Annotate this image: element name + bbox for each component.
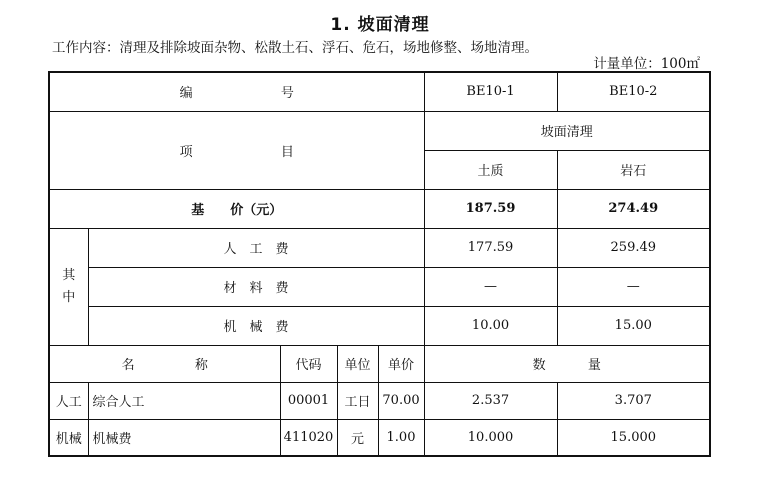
base-price-row	[49, 189, 710, 228]
base-price-1: 187.59	[424, 189, 557, 228]
base-price-label: 基 价（元）	[49, 189, 424, 228]
resource-header-row	[49, 345, 710, 382]
cost-row	[49, 267, 710, 306]
resource-unit: 工日	[337, 382, 378, 419]
cost-label: 材 料 费	[88, 267, 424, 306]
resource-quantity-1: 10.000	[424, 419, 557, 456]
code-cell-1: BE10-1	[424, 72, 557, 111]
resource-category: 人工	[49, 382, 88, 419]
quantity-header-cell	[424, 345, 710, 382]
resource-code: 411020	[280, 419, 337, 456]
cost-value-1: 10.00	[424, 306, 557, 345]
qizhong-cell	[49, 228, 88, 345]
name-header-char-2: 称	[194, 358, 208, 373]
resource-name: 综合人工	[88, 382, 280, 419]
sub-header-2: 岩石	[557, 150, 710, 189]
resource-quantity-2: 3.707	[557, 382, 710, 419]
cost-row	[49, 306, 710, 345]
cost-label: 机 械 费	[88, 306, 424, 345]
group-header-cell: 坡面清理	[424, 111, 710, 150]
resource-row	[49, 419, 710, 456]
resource-price: 1.00	[378, 419, 424, 456]
item-header-char-1: 项	[179, 144, 193, 160]
cost-value-1: 177.59	[424, 228, 557, 267]
measurement-unit: 计量单位：100㎡	[593, 56, 700, 72]
code-row	[49, 72, 710, 111]
resource-code: 00001	[280, 382, 337, 419]
code-header-char-2: 号	[280, 86, 294, 102]
unit-column-header: 单位	[337, 345, 378, 382]
code-column-header: 代码	[280, 345, 337, 382]
cost-value-1: —	[424, 267, 557, 306]
resource-category: 机械	[49, 419, 88, 456]
page-title: 1. 坡面清理	[330, 15, 430, 35]
quantity-header-char-1: 数	[532, 358, 546, 373]
item-header-cell	[49, 111, 424, 189]
cost-value-2: —	[557, 267, 710, 306]
cost-label: 人 工 费	[88, 228, 424, 267]
cost-row	[49, 228, 710, 267]
resource-price: 70.00	[378, 382, 424, 419]
qizhong-char-2: 中	[62, 289, 76, 305]
item-row	[49, 111, 710, 150]
resource-quantity-1: 2.537	[424, 382, 557, 419]
quota-table	[48, 71, 711, 457]
code-header-cell	[49, 72, 424, 111]
name-header-cell	[49, 345, 280, 382]
base-price-2: 274.49	[557, 189, 710, 228]
resource-name: 机械费	[88, 419, 280, 456]
quantity-header-char-2: 量	[587, 358, 601, 373]
price-column-header: 单价	[378, 345, 424, 382]
resource-quantity-2: 15.000	[557, 419, 710, 456]
qizhong-char-1: 其	[62, 267, 76, 283]
item-header-char-2: 目	[280, 144, 294, 160]
cost-value-2: 259.49	[557, 228, 710, 267]
sub-header-1: 土质	[424, 150, 557, 189]
name-header-char-1: 名	[121, 358, 135, 373]
work-content: 工作内容：清理及排除坡面杂物、松散土石、浮石、危石，场地修整、场地清理。	[52, 40, 538, 56]
code-header-char-1: 编	[179, 86, 193, 102]
resource-row	[49, 382, 710, 419]
code-cell-2: BE10-2	[557, 72, 710, 111]
resource-unit: 元	[337, 419, 378, 456]
cost-value-2: 15.00	[557, 306, 710, 345]
